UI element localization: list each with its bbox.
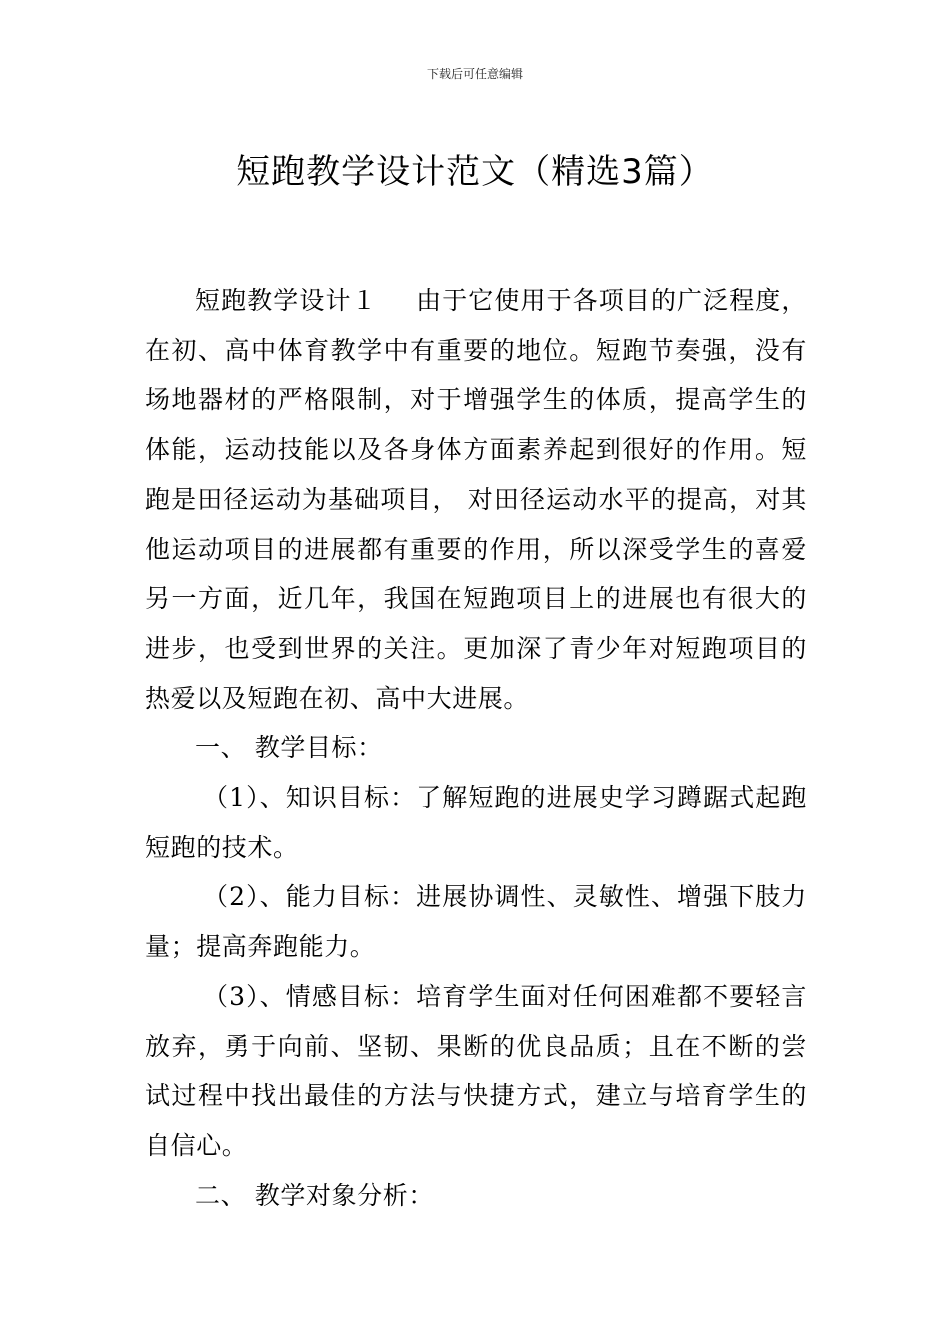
section-heading-students: 二、 教学对象分析： [195,1180,434,1210]
objective-knowledge: （1）、知识目标：了解短跑的进展史学习蹲踞式起跑短跑的技术。 [145,783,807,862]
document-title: 短跑教学设计范文（精选3篇） [236,151,714,192]
objective-ability: （2）、能力目标：进展协调性、灵敏性、增强下肢力量；提高奔跑能力。 [145,882,807,962]
header-note: 下载后可任意编辑 [426,67,523,81]
intro-label: 短跑教学设计１ [195,286,378,315]
intro-text: 由于它使用于各项目的广泛程度，在初、高中体育教学中有重要的地位。短跑节奏强，没有场地器材的严格限制，对于增强学生的体质，提高学生的体能，运动技能以及各身体方面素养起到很好的作用。短跑是田径运动为基础项目， 对田径运动水平的提高，对其他运动项目的进展都有重要的作用，所以深受学生的喜爱另一方面，近几年，我国在短跑项目上的进展也有很大的进步，也受到世界的关注。更加深了青少年对短跑项目的热爱以及短跑在初、高中大进展。 [145,286,807,713]
document-body [145,276,807,1220]
section-heading-objectives: 一、 教学目标： [195,733,383,763]
intro-paragraph [145,276,807,723]
objective-emotion: （3）、情感目标：培育学生面对任何困难都不要轻言放弃，勇于向前、坚韧、果断的优良品质；且在不断的尝试过程中找出最佳的方法与快捷方式，建立与培育学生的自信心。 [145,981,807,1160]
